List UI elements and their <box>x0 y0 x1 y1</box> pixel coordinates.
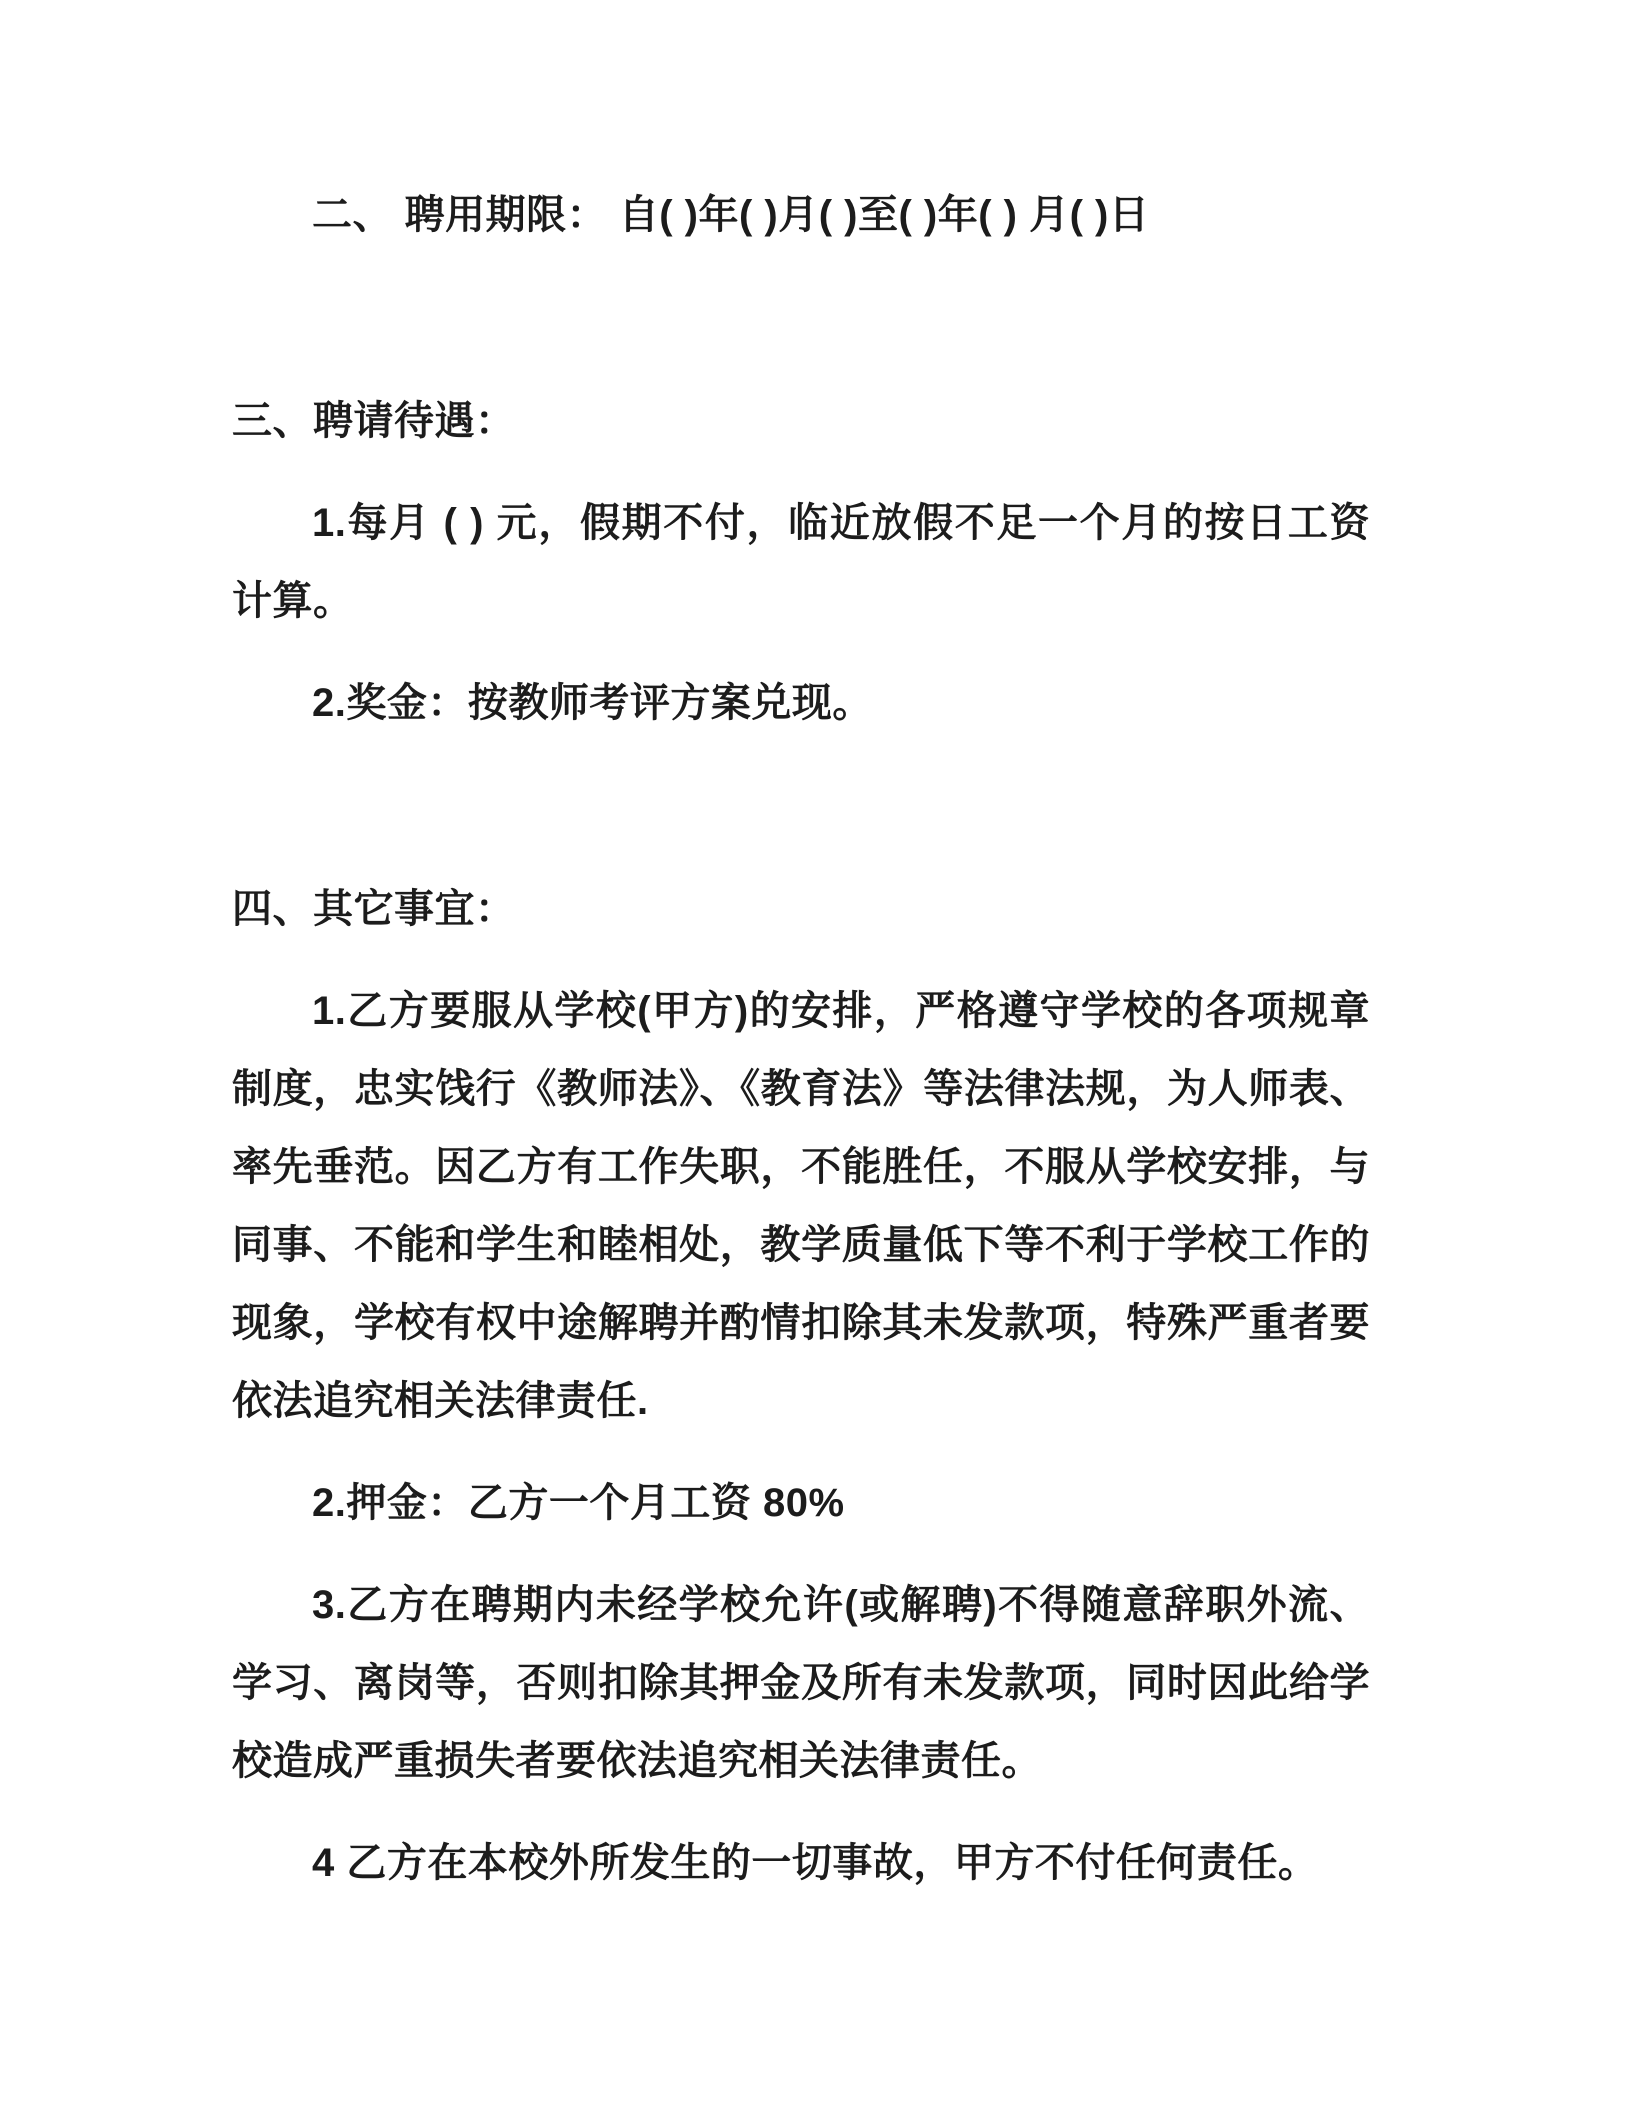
heading-other: 四、其它事宜： <box>232 887 516 931</box>
para-accident: 4 乙方在本校外所发生的一切事故，甲方不付任何责任。 <box>312 1841 1319 1885</box>
clause-hire-term: 二、 聘用期限： 自( )年( )月( )至( )年( ) 月( )日 <box>312 193 1150 237</box>
para-resignation: 3.乙方在聘期内未经学校允许(或解聘)不得随意辞职外流、学习、离岗等，否则扣除其押金及所有未发款项，同时因此给学校造成严重损失者要依法追究相关法律责任。 <box>232 1583 1370 1783</box>
item-bonus: 2.奖金：按教师考评方案兑现。 <box>312 681 873 725</box>
heading-treatment: 三、聘请待遇： <box>232 399 516 443</box>
item-deposit: 2.押金：乙方一个月工资 80% <box>312 1481 845 1525</box>
para-obligations: 1.乙方要服从学校(甲方)的安排，严格遵守学校的各项规章制度，忠实饯行《教师法》、《教育法》等法律法规，为人师表、率先垂范。因乙方有工作失职，不能胜任，不服从学校安排，与同事、不能和学生和睦相处，教学质量低下等不利于学校工作的现象，学校有权中途解聘并酌情扣除其未发款项，特殊严重者要依法追究相关法律责任. <box>232 989 1370 1423</box>
item-salary: 1.每月 ( ) 元，假期不付，临近放假不足一个月的按日工资计算。 <box>232 501 1370 623</box>
